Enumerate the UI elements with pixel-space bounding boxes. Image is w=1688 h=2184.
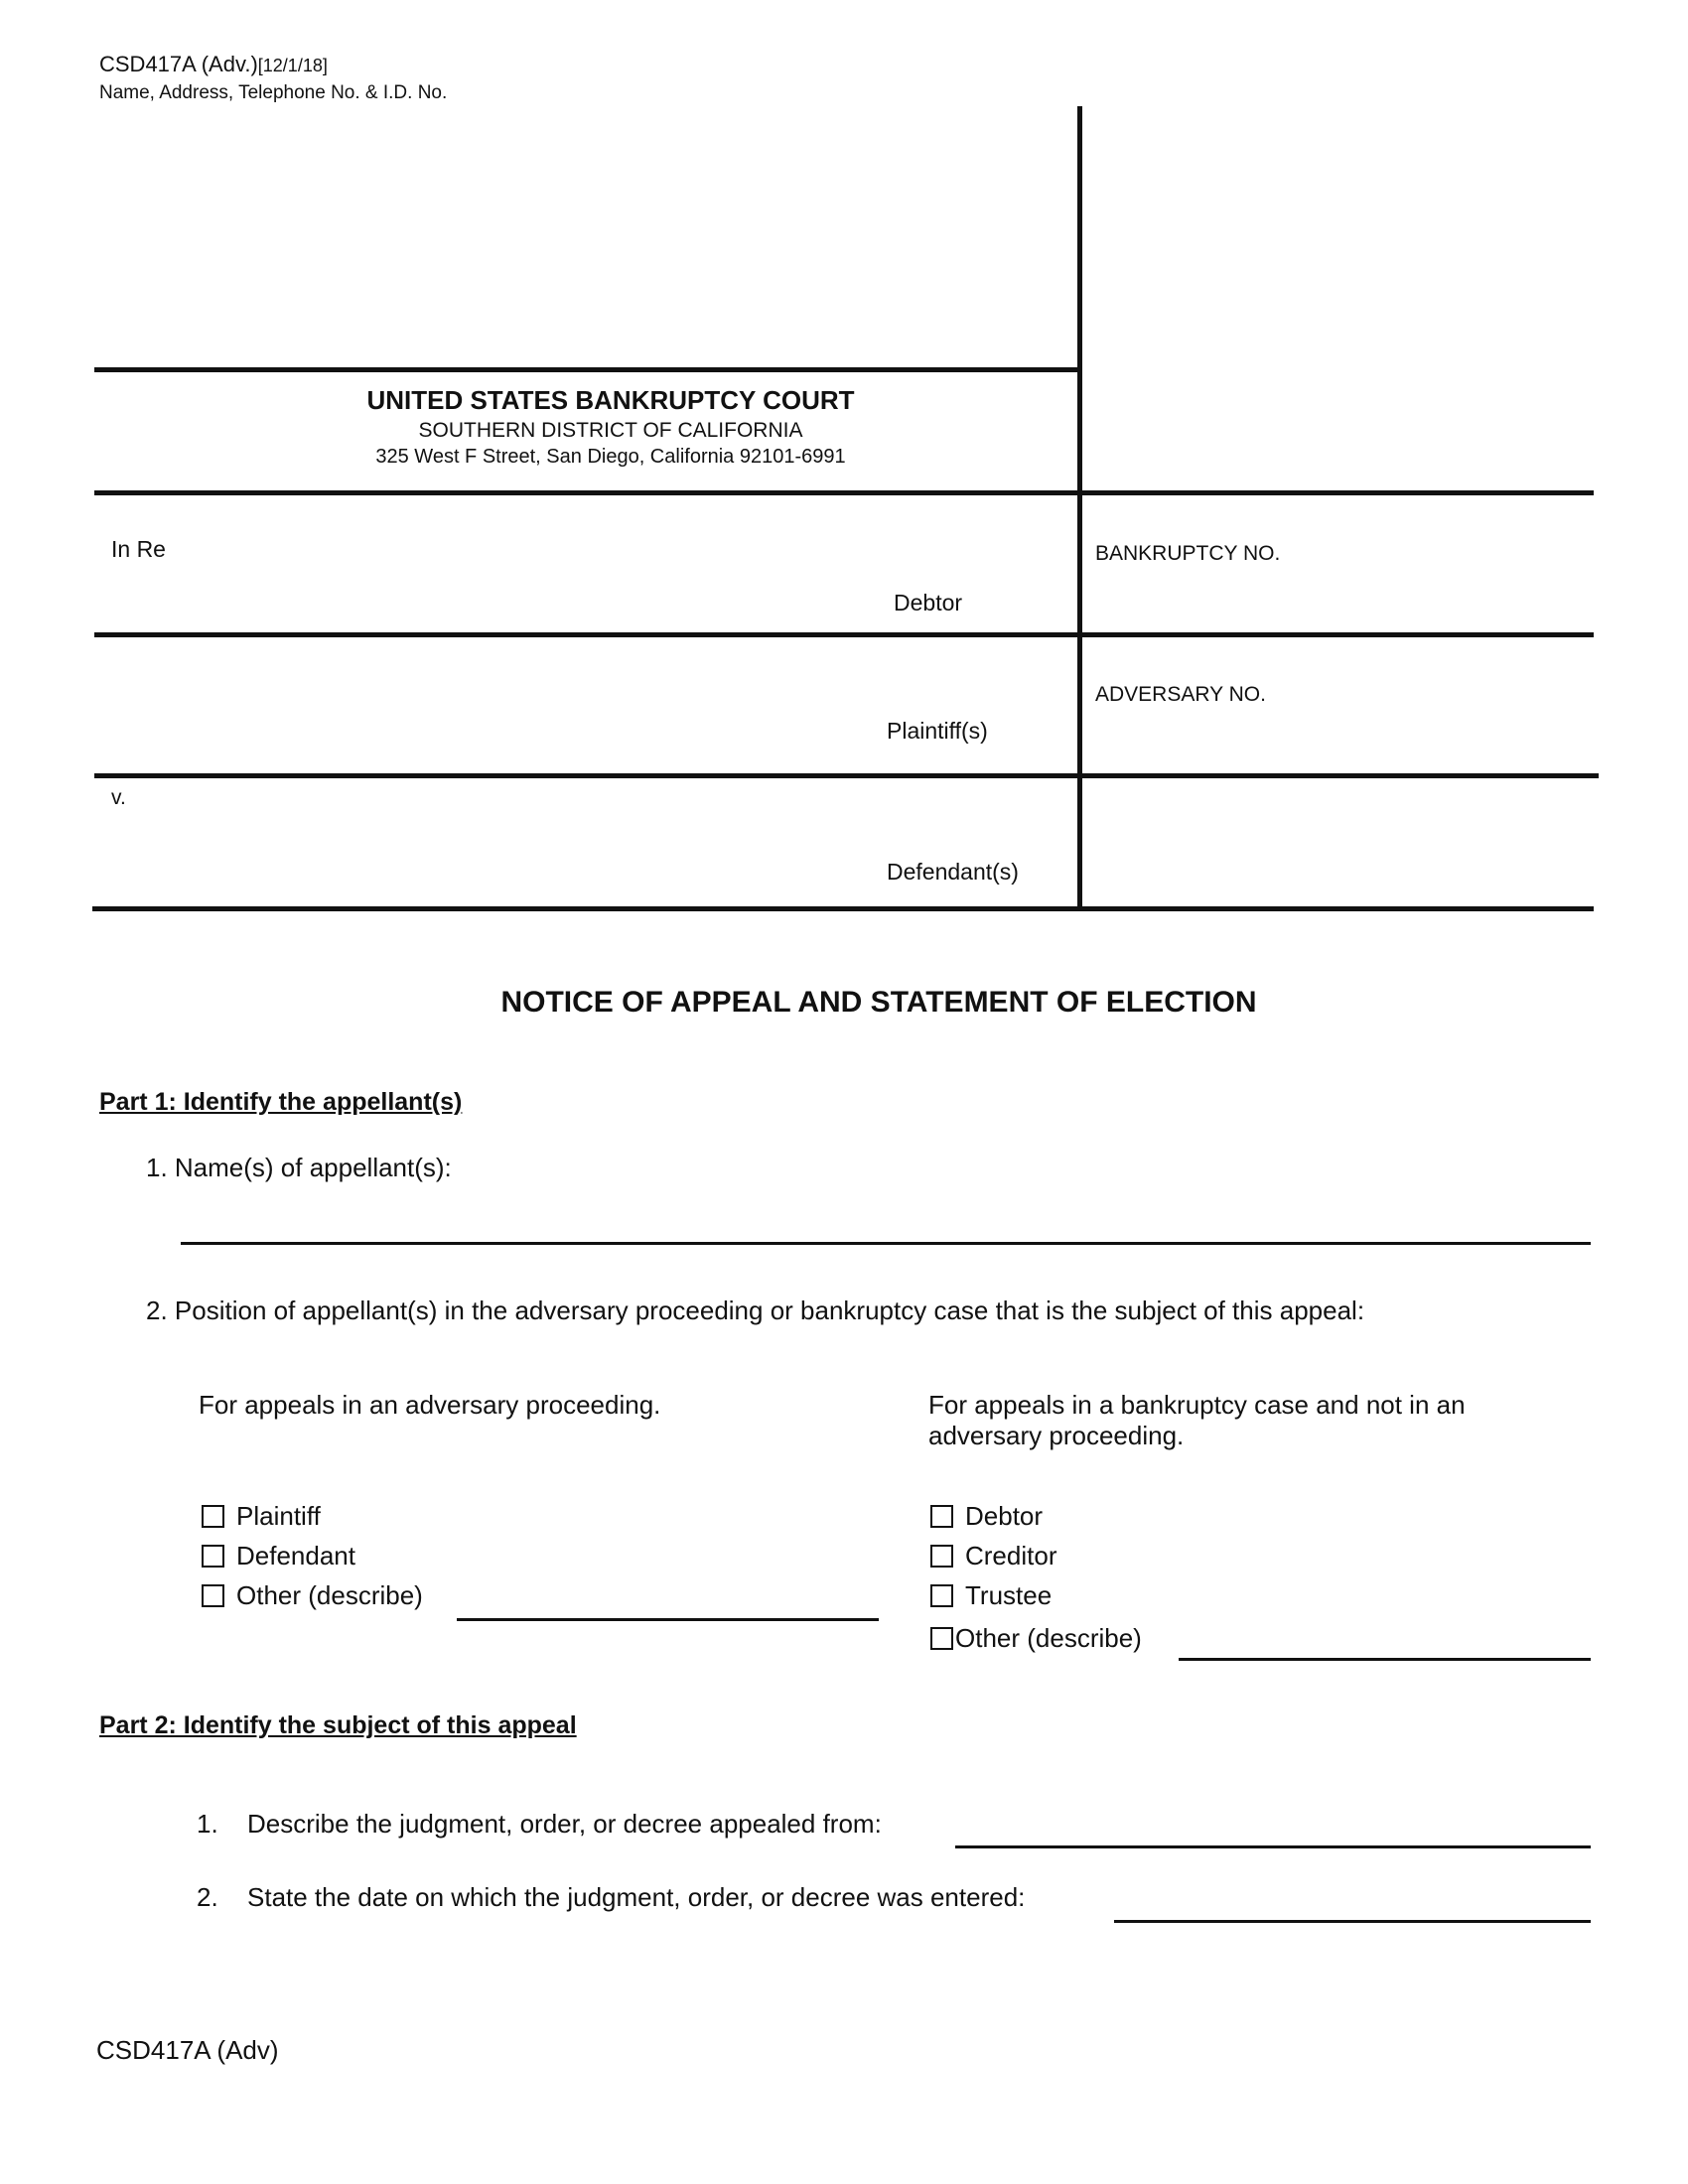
part2-heading: Part 2: Identify the subject of this appeal: [99, 1711, 577, 1739]
adversary-no-field[interactable]: [1092, 715, 1579, 764]
checkbox-other-bankruptcy[interactable]: [930, 1623, 1142, 1654]
bankruptcy-heading-line1: For appeals in a bankruptcy case and not in an: [928, 1390, 1466, 1420]
part1-q1-label: 1. Name(s) of appellant(s):: [146, 1153, 452, 1182]
divider-plaintiff: [94, 773, 1599, 778]
form-date: [12/1/18]: [257, 56, 328, 75]
footer-form-id: CSD417A (Adv): [96, 2035, 279, 2065]
checkbox-label: Debtor: [965, 1501, 1044, 1531]
part2-q2-number: 2.: [197, 1882, 218, 1912]
checkbox-square[interactable]: [930, 1545, 953, 1568]
adversary-heading: For appeals in an adversary proceeding.: [199, 1390, 661, 1420]
name-address-label: Name, Address, Telephone No. & I.D. No.: [99, 82, 448, 103]
debtor-label: Debtor: [894, 590, 963, 615]
bankruptcy-no-field[interactable]: [1092, 576, 1579, 625]
checkbox-debtor[interactable]: [930, 1501, 1043, 1532]
checkbox-plaintiff[interactable]: [202, 1501, 321, 1532]
court-address: 325 West F Street, San Diego, California 92101-6991: [375, 446, 846, 468]
checkbox-label: Other (describe): [236, 1580, 423, 1610]
adversary-no-label: ADVERSARY NO.: [1095, 683, 1266, 706]
versus-label: v.: [111, 786, 126, 809]
checkbox-square[interactable]: [202, 1545, 224, 1568]
checkbox-trustee[interactable]: [930, 1580, 1052, 1611]
court-title: UNITED STATES BANKRUPTCY COURT: [366, 385, 855, 415]
checkbox-square[interactable]: [930, 1584, 953, 1607]
part1-heading: Part 1: Identify the appellant(s): [99, 1088, 463, 1116]
other-describe-adversary-field[interactable]: [457, 1618, 879, 1621]
other-describe-bankruptcy-field[interactable]: [1179, 1658, 1591, 1661]
judgment-date-field[interactable]: [1114, 1920, 1591, 1923]
bankruptcy-no-label: BANKRUPTCY NO.: [1095, 542, 1281, 565]
divider-court-top: [94, 367, 1077, 372]
checkbox-label: Creditor: [965, 1541, 1057, 1570]
checkbox-square[interactable]: [202, 1584, 224, 1607]
checkbox-square[interactable]: [202, 1505, 224, 1528]
plaintiffs-label: Plaintiff(s): [887, 718, 988, 744]
part2-q1-number: 1.: [197, 1809, 218, 1839]
document-title: NOTICE OF APPEAL AND STATEMENT OF ELECTION: [500, 986, 1257, 1019]
court-district: SOUTHERN DISTRICT OF CALIFORNIA: [418, 419, 803, 442]
attorney-info-field[interactable]: [94, 109, 1072, 362]
judgment-description-field[interactable]: [955, 1845, 1591, 1848]
checkbox-defendant[interactable]: [202, 1541, 355, 1571]
vertical-divider: [1077, 106, 1082, 910]
checkbox-square[interactable]: [930, 1627, 953, 1650]
form-number: [99, 52, 328, 77]
divider-debtor: [94, 632, 1594, 637]
checkbox-label: Plaintiff: [236, 1501, 321, 1531]
defendants-label: Defendant(s): [887, 859, 1019, 885]
checkbox-label: Defendant: [236, 1541, 355, 1570]
checkbox-square[interactable]: [930, 1505, 953, 1528]
in-re-label: In Re: [111, 536, 166, 562]
appellant-names-field[interactable]: [181, 1242, 1591, 1245]
part2-q1-label: Describe the judgment, order, or decree appealed from:: [247, 1809, 882, 1839]
divider-caption-top: [94, 490, 1594, 495]
part1-q2-label: 2. Position of appellant(s) in the adversary proceeding or bankruptcy case that is the subject of this appeal:: [146, 1296, 1365, 1325]
checkbox-label: Other (describe): [955, 1623, 1142, 1653]
checkbox-creditor[interactable]: [930, 1541, 1056, 1571]
checkbox-other-adversary[interactable]: [202, 1580, 423, 1611]
bankruptcy-heading-line2: adversary proceeding.: [928, 1421, 1185, 1450]
form-id: CSD417A (Adv.): [99, 52, 258, 76]
checkbox-label: Trustee: [965, 1580, 1053, 1610]
divider-caption-bottom: [92, 906, 1594, 911]
part2-q2-label: State the date on which the judgment, order, or decree was entered:: [247, 1882, 1026, 1912]
